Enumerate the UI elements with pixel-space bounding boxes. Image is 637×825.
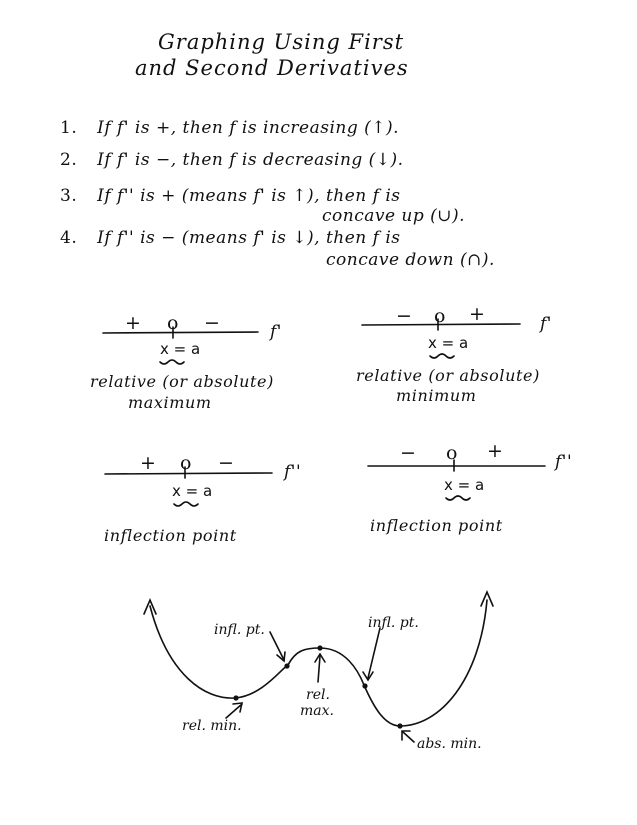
caption-2: maximum bbox=[128, 393, 212, 412]
zero-mark: o bbox=[180, 452, 192, 474]
label-infl-pt-2: infl. pt. bbox=[368, 615, 419, 631]
number-line bbox=[105, 473, 272, 474]
x-equals-a: x = a bbox=[160, 340, 201, 358]
right-sign: − bbox=[218, 452, 234, 474]
caption: relative (or absolute) bbox=[356, 366, 540, 385]
pointer-arrow bbox=[318, 656, 320, 682]
number-line bbox=[362, 324, 520, 325]
label-infl-pt-1: infl. pt. bbox=[214, 622, 265, 638]
label-max: max. bbox=[300, 703, 334, 719]
rule-text: If f'' is − (means f' is ↓), then f is bbox=[97, 228, 401, 248]
function-label: f'' bbox=[284, 462, 302, 482]
caption: inflection point bbox=[104, 526, 237, 545]
inflection-point-1 bbox=[284, 663, 289, 668]
squiggle bbox=[446, 496, 470, 500]
number-line bbox=[103, 332, 258, 333]
squiggle bbox=[160, 360, 184, 364]
pointer-arrow bbox=[403, 732, 414, 742]
right-sign: + bbox=[487, 440, 503, 462]
left-sign: + bbox=[140, 452, 156, 474]
caption-2: minimum bbox=[396, 386, 477, 405]
function-label: f'' bbox=[555, 452, 573, 472]
rule-text: If f' is −, then f is decreasing (↓). bbox=[97, 150, 404, 170]
x-equals-a: x = a bbox=[172, 482, 213, 500]
rel-min-point bbox=[233, 695, 238, 700]
zero-mark: o bbox=[167, 312, 179, 334]
left-sign: − bbox=[400, 442, 416, 464]
function-label: f' bbox=[540, 314, 552, 334]
title-line-2: and Second Derivatives bbox=[135, 56, 409, 80]
caption: inflection point bbox=[370, 516, 503, 535]
rule-number: 3. bbox=[60, 186, 78, 206]
left-sign: − bbox=[396, 305, 412, 327]
abs-min-point bbox=[397, 723, 402, 728]
function-label: f' bbox=[270, 322, 282, 342]
zero-mark: o bbox=[434, 305, 446, 327]
squiggle bbox=[430, 354, 454, 358]
label-rel-min: rel. min. bbox=[182, 718, 242, 734]
inflection-point-2 bbox=[362, 683, 367, 688]
right-sign: − bbox=[204, 312, 220, 334]
zero-mark: o bbox=[446, 442, 458, 464]
rule-number: 2. bbox=[60, 150, 78, 170]
rule-number: 4. bbox=[60, 228, 78, 248]
right-sign: + bbox=[469, 303, 485, 325]
squiggle bbox=[174, 502, 198, 506]
left-sign: + bbox=[125, 312, 141, 334]
rule-3-continued: concave up (∪). bbox=[322, 206, 466, 226]
x-equals-a: x = a bbox=[444, 476, 485, 494]
rule-text: If f'' is + (means f' is ↑), then f is bbox=[97, 186, 401, 206]
pointer-arrow bbox=[368, 628, 380, 678]
label-abs-min: abs. min. bbox=[417, 736, 482, 752]
rel-max-point bbox=[317, 645, 322, 650]
caption: relative (or absolute) bbox=[90, 372, 274, 391]
rule-4-continued: concave down (∩). bbox=[326, 250, 495, 270]
title-line-1: Graphing Using First bbox=[158, 30, 405, 54]
label-rel: rel. bbox=[306, 687, 330, 703]
rule-text: If f' is +, then f is increasing (↑). bbox=[97, 118, 400, 138]
x-equals-a: x = a bbox=[428, 334, 469, 352]
rule-number: 1. bbox=[60, 118, 78, 138]
